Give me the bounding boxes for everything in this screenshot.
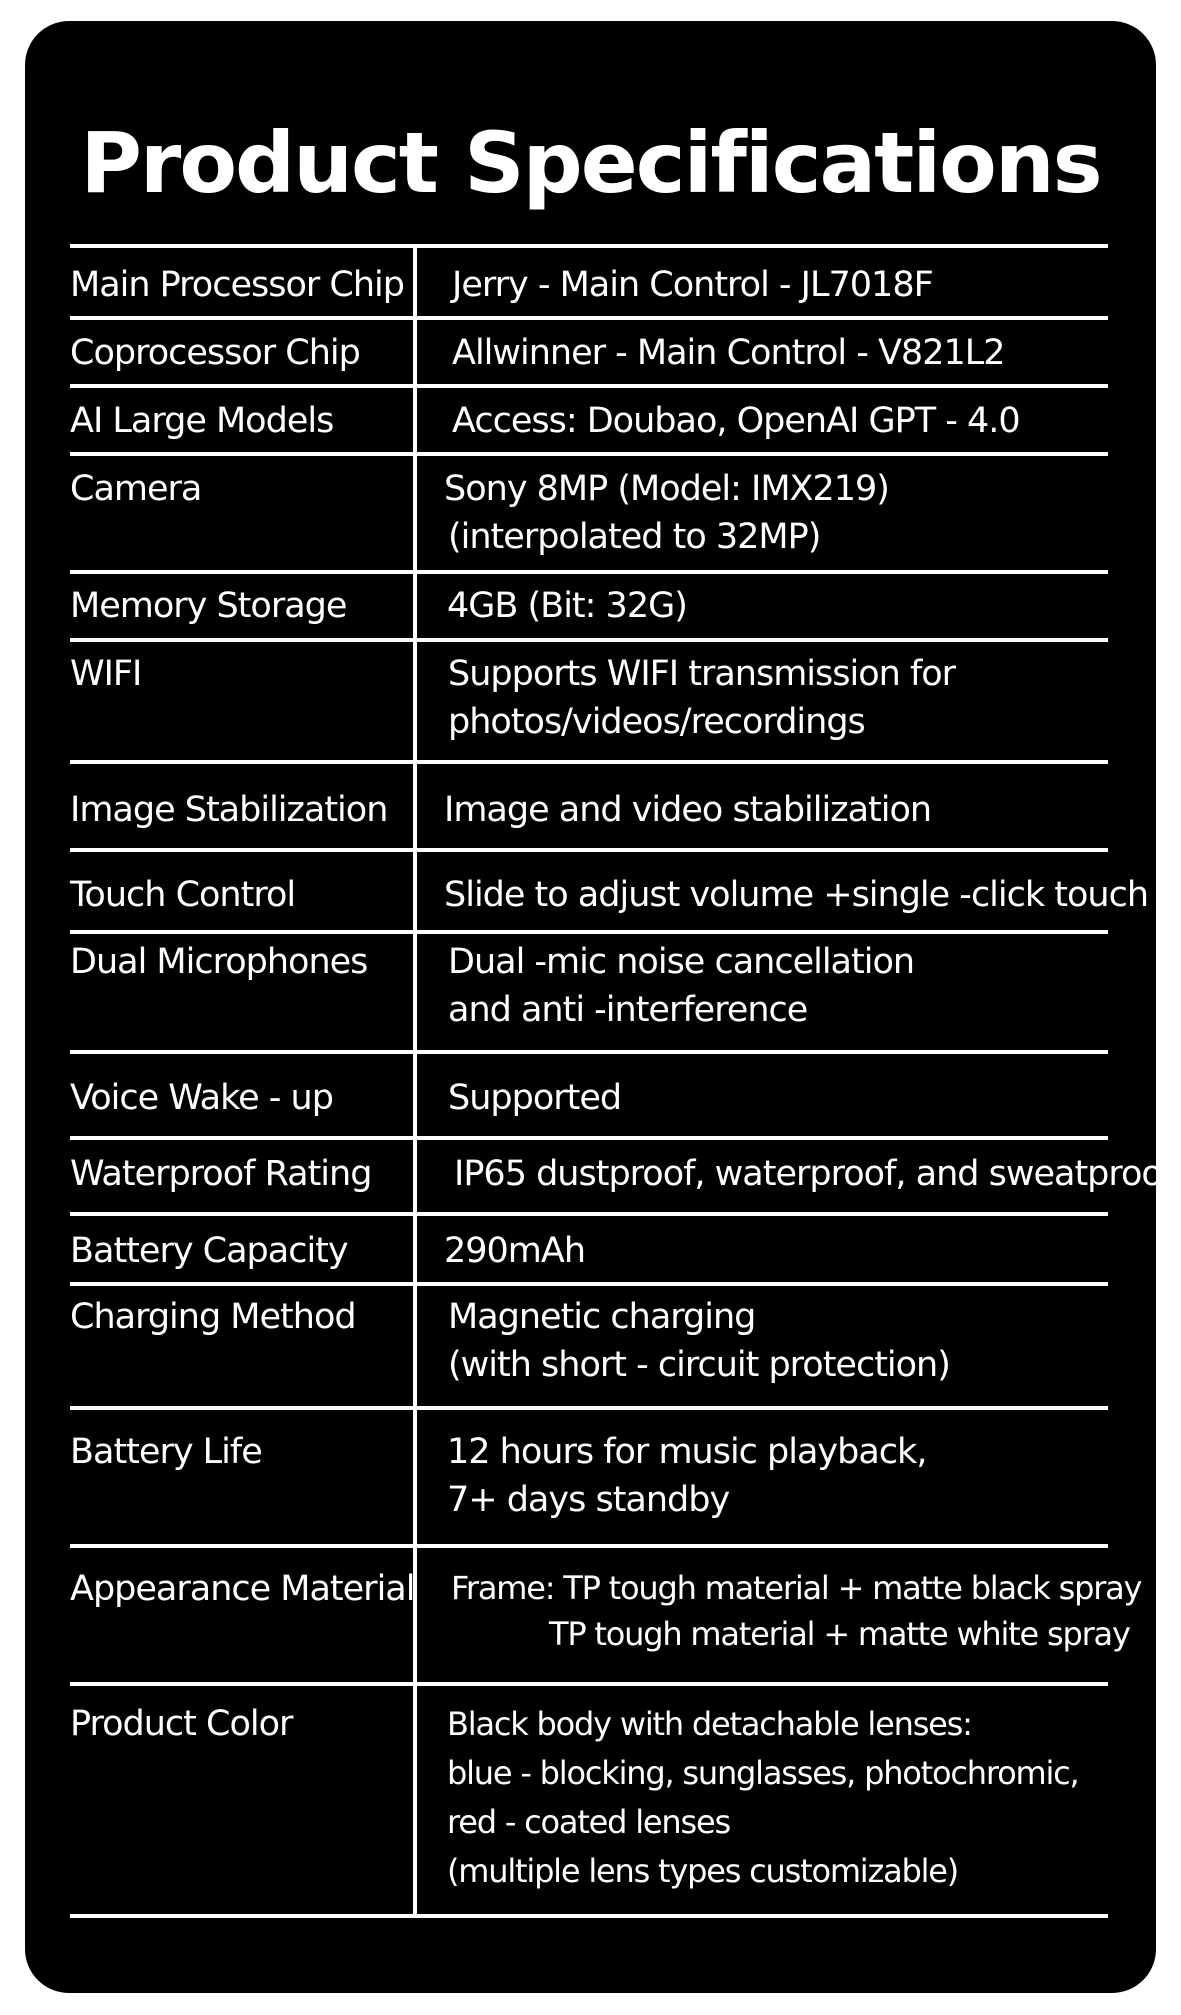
spec-value-line: (multiple lens types customizable) (447, 1852, 959, 1890)
spec-value-line: and anti -interference (448, 990, 808, 1030)
spec-value (454, 1150, 1173, 1198)
spec-value-line: 290mAh (444, 1231, 586, 1271)
spec-value (444, 465, 889, 561)
row-divider (70, 760, 1108, 764)
spec-label: Battery Life (70, 1432, 262, 1472)
spec-label: Coprocessor Chip (70, 333, 360, 373)
spec-value-line: blue - blocking, sunglasses, photochromic, (447, 1754, 1079, 1792)
spec-value (444, 786, 931, 834)
spec-value-line: Supported (448, 1078, 622, 1118)
spec-label: Image Stabilization (70, 790, 388, 830)
spec-value (452, 261, 933, 309)
spec-value (448, 1074, 621, 1122)
row-divider (70, 1050, 1108, 1054)
spec-value-line: 7+ days standby (447, 1480, 730, 1520)
spec-value-line: Frame: TP tough material + matte black spray (451, 1569, 1142, 1607)
spec-value-line: Image and video stabilization (444, 790, 932, 830)
spec-value-line: Supports WIFI transmission for (448, 654, 956, 694)
row-divider (70, 1282, 1108, 1286)
spec-value (448, 938, 914, 1034)
spec-label: Voice Wake - up (70, 1078, 333, 1118)
spec-label: WIFI (70, 654, 142, 694)
spec-label: Charging Method (70, 1297, 356, 1337)
row-divider (70, 384, 1108, 388)
spec-value (451, 1565, 1141, 1657)
spec-value (444, 1227, 585, 1275)
spec-label: Touch Control (70, 875, 296, 915)
spec-label: Main Processor Chip (70, 265, 404, 305)
spec-label: Battery Capacity (70, 1231, 348, 1271)
spec-value (452, 329, 1005, 377)
spec-label: Camera (70, 469, 202, 509)
spec-value-line: Allwinner - Main Control - V821L2 (452, 333, 1005, 373)
row-divider (70, 452, 1108, 456)
row-divider (70, 1406, 1108, 1410)
row-divider (70, 244, 1108, 248)
row-divider (70, 638, 1108, 642)
row-divider (70, 1136, 1108, 1140)
spec-value (452, 397, 1020, 445)
spec-value-line: Dual -mic noise cancellation (448, 942, 915, 982)
spec-value (447, 1700, 1079, 1896)
row-divider (70, 848, 1108, 852)
row-divider (70, 570, 1108, 574)
row-divider (70, 1682, 1108, 1686)
row-divider (70, 1212, 1108, 1216)
spec-value (447, 582, 687, 630)
spec-value-line: IP65 dustproof, waterproof, and sweatproof (454, 1154, 1174, 1194)
spec-value (444, 871, 1148, 919)
spec-value-line: Magnetic charging (448, 1297, 756, 1337)
spec-label: Product Color (70, 1704, 293, 1744)
spec-value-line: Jerry - Main Control - JL7018F (452, 265, 933, 305)
spec-value (448, 1293, 950, 1389)
spec-value-line: Access: Doubao, OpenAI GPT - 4.0 (452, 401, 1020, 441)
spec-label: AI Large Models (70, 401, 334, 441)
spec-value-line: Sony 8MP (Model: IMX219) (444, 469, 889, 509)
spec-value-line: (interpolated to 32MP) (448, 517, 821, 557)
spec-value-line: 12 hours for music playback, (447, 1432, 927, 1472)
row-divider (70, 1914, 1108, 1918)
spec-label: Waterproof Rating (70, 1154, 372, 1194)
page-title: Product Specifications (80, 114, 1101, 212)
spec-value (448, 650, 955, 746)
spec-label: Memory Storage (70, 586, 347, 626)
spec-value-line: (with short - circuit protection) (448, 1345, 950, 1385)
spec-value (447, 1428, 926, 1524)
row-divider (70, 1544, 1108, 1548)
spec-label: Dual Microphones (70, 942, 368, 982)
row-divider (70, 930, 1108, 934)
spec-value-line: Black body with detachable lenses: (447, 1705, 972, 1743)
spec-label: Appearance Material (70, 1569, 415, 1609)
spec-value-line: Slide to adjust volume +single -click touch (444, 875, 1149, 915)
column-divider (413, 246, 417, 1918)
spec-value-line: red - coated lenses (447, 1803, 730, 1841)
row-divider (70, 316, 1108, 320)
spec-value-line: photos/videos/recordings (448, 702, 865, 742)
spec-value-line: TP tough material + matte white spray (549, 1615, 1130, 1653)
spec-value-line: 4GB (Bit: 32G) (447, 586, 687, 626)
